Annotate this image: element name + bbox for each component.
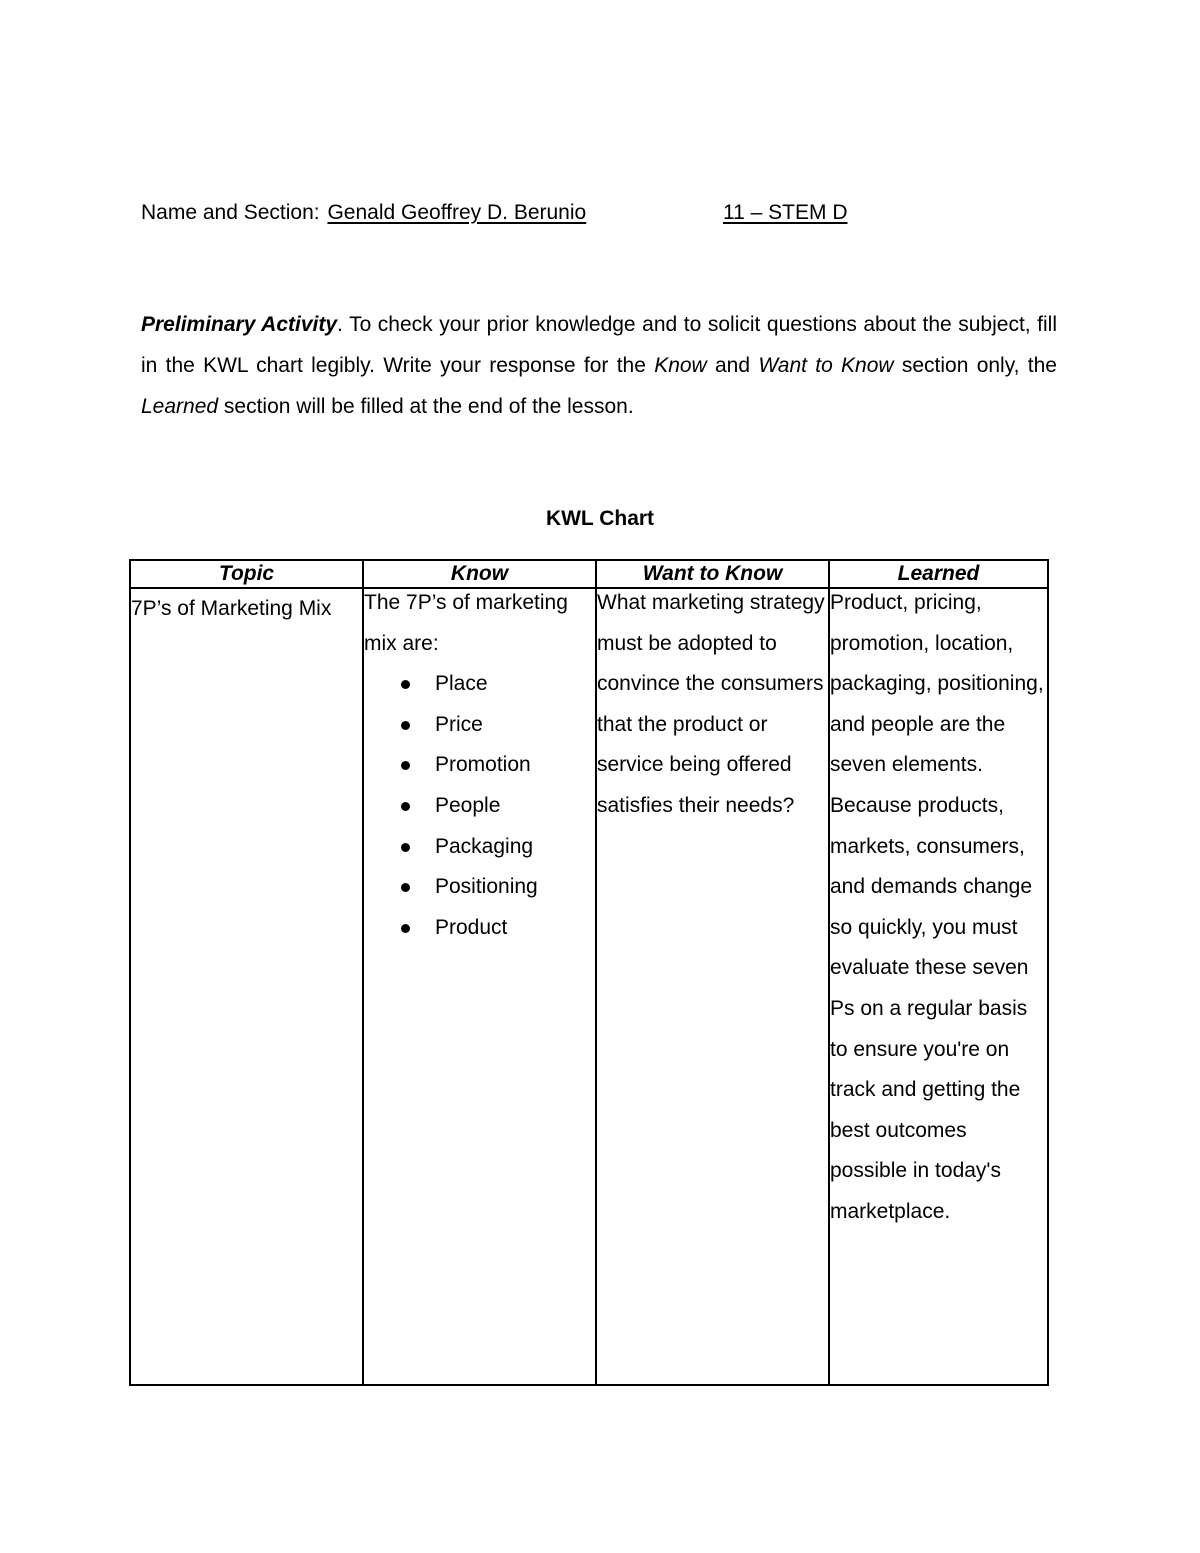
header-topic: Topic xyxy=(130,560,363,588)
list-item xyxy=(364,745,595,786)
know-item-text: Positioning xyxy=(435,875,538,899)
learned-cell xyxy=(829,588,1048,1385)
header-learned: Learned xyxy=(829,560,1048,588)
bullet-icon xyxy=(401,843,410,852)
instructions-text-1: . To check your prior knowledge and to solicit questions about the subject, fill in the KWL chart legibly. Write your response for the xyxy=(141,313,1058,377)
instructions-want-word: Want to Know xyxy=(758,354,894,377)
bullet-icon xyxy=(401,924,410,933)
bullet-icon xyxy=(401,802,410,811)
know-item-text: Place xyxy=(435,672,488,696)
topic-cell xyxy=(130,588,363,1385)
list-item xyxy=(364,705,595,746)
list-item xyxy=(364,786,595,827)
instructions-text-4: section will be filled at the end of the lesson. xyxy=(218,395,634,418)
kwl-content-row xyxy=(130,588,1048,1385)
list-item xyxy=(364,867,595,908)
name-section-label: Name and Section: xyxy=(141,201,320,224)
bullet-icon xyxy=(401,721,410,730)
know-item-text: Packaging xyxy=(435,834,534,858)
know-cell xyxy=(363,588,596,1385)
student-name: Genald Geoffrey D. Berunio xyxy=(327,201,587,224)
learned-text: Product, pricing, promotion, location, packaging, positioning, and people are the seven elements. Because products, markets, consumers, and demands change so quickly, you must evaluate these seven Ps on a regular basis to ensure you're on track and getting the best outcomes possible in today's marketplace. xyxy=(830,591,1044,1223)
know-item-text: People xyxy=(435,793,501,817)
header-know: Know xyxy=(363,560,596,588)
student-section: 11 – STEM D xyxy=(723,201,848,224)
know-intro: The 7P’s of marketing mix are: xyxy=(364,591,568,655)
instructions-text-2: and xyxy=(706,354,759,377)
bullet-icon xyxy=(401,883,410,892)
know-item-text: Product xyxy=(435,915,508,939)
instructions-know-word: Know xyxy=(654,354,707,377)
instructions-paragraph xyxy=(141,304,1057,427)
instructions-lead: Preliminary Activity xyxy=(141,313,338,336)
header-want-to-know: Want to Know xyxy=(596,560,829,588)
list-item xyxy=(364,827,595,868)
want-to-know-cell xyxy=(596,588,829,1385)
bullet-icon xyxy=(401,761,410,770)
bullet-icon xyxy=(401,680,410,689)
name-section-line xyxy=(141,199,848,227)
want-to-know-text: What marketing strategy must be adopted to convince the consumers that the product or service being offered satisfies their needs? xyxy=(597,591,825,817)
know-item-text: Promotion xyxy=(435,753,531,777)
know-list xyxy=(364,664,595,948)
instructions-learned-word: Learned xyxy=(141,395,219,418)
list-item xyxy=(364,908,595,949)
list-item xyxy=(364,664,595,705)
kwl-chart-table xyxy=(129,559,1049,1386)
kwl-chart-title: KWL Chart xyxy=(545,507,655,530)
instructions-text-3: section only, the xyxy=(893,354,1057,377)
topic-text: 7P’s of Marketing Mix xyxy=(131,597,332,620)
know-item-text: Price xyxy=(435,712,483,736)
